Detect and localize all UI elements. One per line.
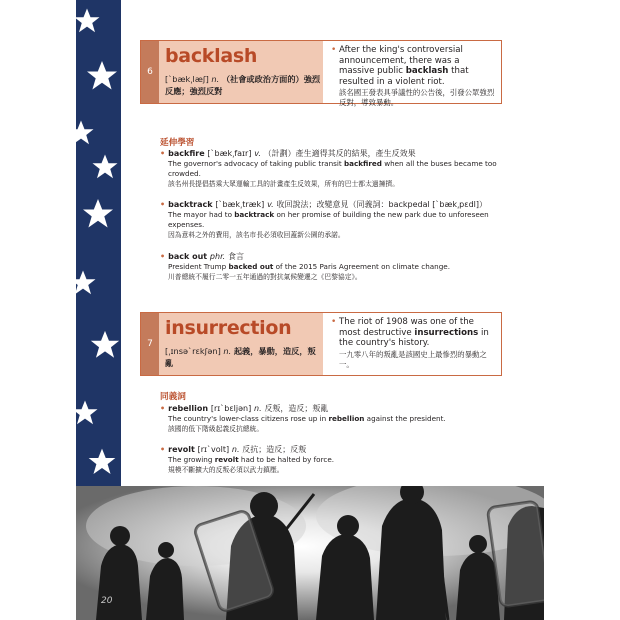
headword: insurrection bbox=[165, 317, 292, 339]
definition-zh: 起義，暴動，造反，叛亂 bbox=[165, 346, 316, 368]
page-number: 20 bbox=[101, 596, 113, 606]
entry-head bbox=[159, 313, 323, 375]
definition bbox=[165, 73, 321, 97]
example bbox=[331, 45, 497, 108]
bullet-icon: • bbox=[160, 200, 166, 209]
sub-entry-backtrack: • backtrack [ˋbæk͵træk] v. 收回說法；改變意見（同義詞：backpedal [ˋbæk͵pɛdl]） The mayor had to backtrack on her promise of building the new park due to unforeseen expenses. 因為意料之外的費用，該名市長必須收回蓋新公園的承諾。 bbox=[160, 200, 489, 239]
star-icon bbox=[90, 152, 120, 182]
entry-number: 7 bbox=[141, 313, 159, 375]
part-of-speech: n. bbox=[223, 346, 232, 356]
riot-police-photo bbox=[76, 486, 544, 620]
bullet-icon: • bbox=[331, 45, 337, 55]
star-icon bbox=[76, 118, 96, 148]
sub-entry-back-out: • back out phr. 食言 President Trump backed out of the 2015 Paris Agreement on climate change. 川普總統不履行二零一五年通過的對抗氣候變遷之《巴黎協定》。 bbox=[160, 252, 450, 281]
headword: backlash bbox=[165, 45, 258, 67]
sub-entry-rebellion: • rebellion [rɪˋbɛljən] n. 反叛，造反；叛亂 The country's lower-class citizens rose up in rebellion against the president. 該國的低下階級起義反抗總統。 bbox=[160, 404, 446, 433]
bullet-icon: • bbox=[160, 404, 166, 413]
entry-number: 6 bbox=[141, 41, 159, 103]
definition bbox=[165, 345, 321, 369]
part-of-speech: n. bbox=[211, 74, 220, 84]
entry-backlash bbox=[140, 40, 502, 108]
entry-head bbox=[159, 41, 323, 103]
pronunciation: [ˋbæk͵læʃ] bbox=[165, 74, 209, 84]
example-zh: 該名國王發表具爭議性的公告後，引發公眾強烈反對，導致暴動。 bbox=[339, 88, 495, 108]
sub-entry-revolt: • revolt [rɪˋvolt] n. 反抗；造反；反叛 The growing revolt had to be halted by force. 規模不斷擴大的反叛必須以武力鎮壓。 bbox=[160, 445, 335, 474]
entry-insurrection bbox=[140, 312, 502, 376]
bullet-icon: • bbox=[160, 445, 166, 454]
riot-police-illustration bbox=[76, 486, 544, 620]
bullet-icon: • bbox=[160, 149, 166, 158]
star-icon bbox=[84, 58, 120, 94]
section-title-synonyms: 同義詞 bbox=[160, 392, 186, 402]
example-en: The riot of 1908 was one of the most destructive insurrections in the country's history. bbox=[339, 317, 489, 349]
star-icon bbox=[86, 446, 118, 478]
definition-zh: （社會或政治方面的）強烈反應；強烈反對 bbox=[165, 74, 321, 96]
bullet-icon: • bbox=[331, 317, 337, 327]
bullet-icon: • bbox=[160, 252, 166, 261]
star-icon bbox=[76, 6, 102, 36]
example bbox=[331, 317, 497, 370]
sub-entry-backfire: • backfire [ˋbæk͵faɪr] v. （計劃）產生適得其反的結果，產生反效果 The governor's advocacy of taking public transit backfired when all the buses became too crowded. 該名州長提倡搭乘大眾運輸工具的計畫產生反效果，所有的巴士都太過擁擠。 bbox=[160, 149, 497, 188]
example-zh: 一九零八年的叛亂是該國史上最慘烈的暴動之一。 bbox=[339, 349, 487, 369]
star-icon bbox=[76, 398, 100, 428]
star-icon bbox=[80, 196, 116, 232]
pronunciation: [͵ɪnsəˋrɛkʃən] bbox=[165, 346, 221, 356]
example-en: After the king's controversial announcement, there was a massive public backlash that resulted in a violent riot. bbox=[339, 45, 469, 87]
star-icon bbox=[88, 328, 121, 362]
star-icon bbox=[76, 268, 98, 298]
section-title-extended: 延伸學習 bbox=[160, 138, 195, 148]
